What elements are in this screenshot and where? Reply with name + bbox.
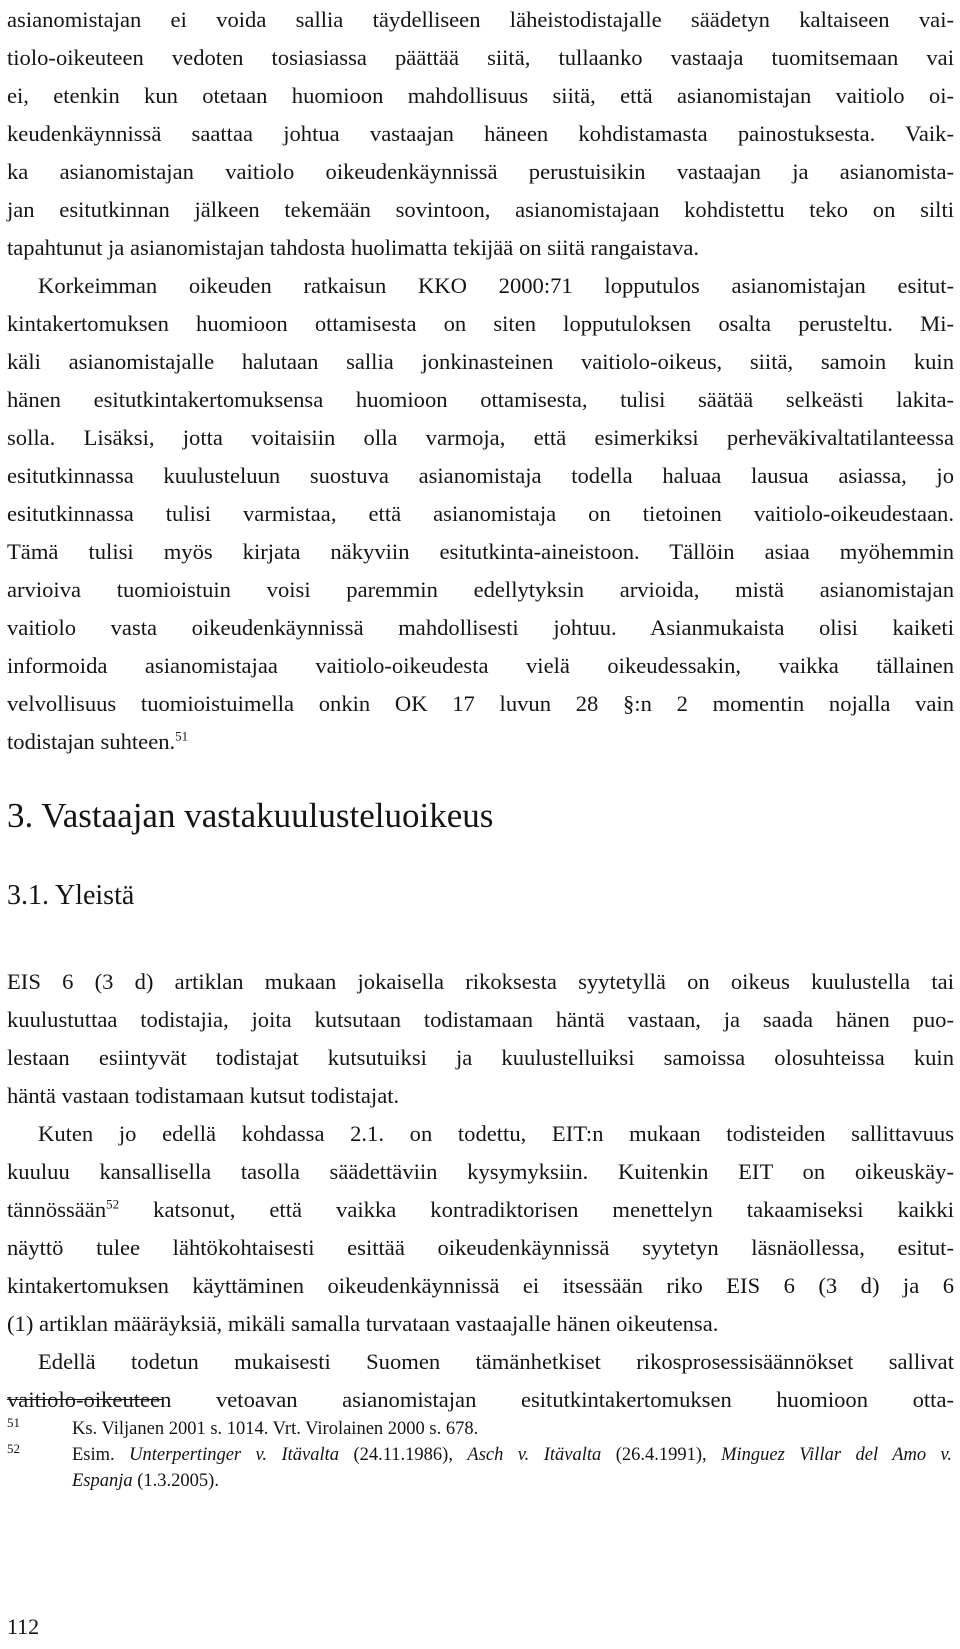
text-line: jan esitutkinnan jälkeen tekemään sovintoon, asianomistajaan kohdistettu teko on silti <box>7 197 954 222</box>
case-citation: Minguez Villar del Amo v. <box>721 1445 953 1465</box>
text-line: Tämä tulisi myös kirjata näkyviin esitutkinta-aineistoon. Tällöin asiaa myöhemmin <box>7 539 954 564</box>
footnote-text: Ks. Viljanen 2001 s. 1014. Vrt. Virolainen 2000 s. 678. <box>72 1419 479 1439</box>
text-line: solla. Lisäksi, jotta voitaisiin olla varmoja, että esimerkiksi perheväkivaltatilanteessa <box>7 425 954 450</box>
footnote-reference[interactable]: 51 <box>175 728 189 744</box>
footnote-divider <box>7 1399 163 1400</box>
text-line: kintakertomuksen käyttäminen oikeudenkäynnissä ei itsessään riko EIS 6 (3 d) ja 6 <box>7 1273 954 1298</box>
text-fragment: todistajan suhteen. <box>7 729 176 754</box>
text-fragment: (24.11.1986), <box>339 1445 468 1465</box>
text-line: asianomistajan ei voida sallia täydelliseen läheistodistajalle säädetyn kaltaiseen vai- <box>7 7 954 32</box>
text-line: lestaan esiintyvät todistajat kutsutuiksi ja kuulustelluiksi samoissa olosuhteissa kuin <box>7 1045 954 1070</box>
text-line: Korkeimman oikeuden ratkaisun KKO 2000:71 lopputulos asianomistajan esitut- <box>38 273 954 298</box>
footnote-text <box>72 1468 219 1494</box>
text-line: arvioiva tuomioistuin voisi paremmin edellytyksin arvioida, mistä asianomistajan <box>7 577 954 602</box>
text-line: tapahtunut ja asianomistajan tahdosta huolimatta tekijää on siitä rangaistava. <box>7 235 700 260</box>
text-line: kintakertomuksen huomioon ottamisesta on siten lopputuloksen osalta perusteltu. Mi- <box>7 311 954 336</box>
footnote-number: 52 <box>7 1441 20 1456</box>
text-fragment: katsonut, että vaikka kontradiktorisen menettelyn takaamiseksi kaikki <box>153 1197 954 1222</box>
text-line: EIS 6 (3 d) artiklan mukaan jokaisella rikoksesta syytetyllä on oikeus kuulustella tai <box>7 969 954 994</box>
text-line: ka asianomistajan vaitiolo oikeudenkäynnissä perustuisikin vastaajan ja asianomista- <box>7 159 954 184</box>
text-fragment: (1.3.2005). <box>132 1471 219 1491</box>
text-line: vaitiolo-oikeuteen vetoavan asianomistajan esitutkintakertomuksen huomioon otta- <box>7 1387 954 1412</box>
text-line: informoida asianomistajaa vaitiolo-oikeudesta vielä oikeudessakin, vaikka tällainen <box>7 653 954 678</box>
text-line: tiolo-oikeuteen vedoten tosiasiassa päättää siitä, tullaanko vastaaja tuomitsemaan vai <box>7 45 954 70</box>
text-line: keudenkäynnissä saattaa johtua vastaajan häneen kohdistamasta painostuksesta. Vaik- <box>7 121 954 146</box>
text-line: Edellä todetun mukaisesti Suomen tämänhetkiset rikosprosessisäännökset sallivat <box>38 1349 954 1374</box>
case-citation: Espanja <box>72 1471 133 1491</box>
text-line: velvollisuus tuomioistuimella onkin OK 17 luvun 28 §:n 2 momentin nojalla vain <box>7 691 954 716</box>
text-line: (1) artiklan määräyksiä, mikäli samalla turvataan vastaajalle hänen oikeutensa. <box>7 1311 719 1336</box>
text-fragment: Esim. <box>72 1445 130 1465</box>
text-line: esitutkinnassa tulisi varmistaa, että asianomistaja on tietoinen vaitiolo-oikeudestaan. <box>7 501 954 526</box>
text-line: hänen esitutkintakertomuksensa huomioon ottamisesta, tulisi säätää selkeästi lakita- <box>7 387 954 412</box>
case-citation: Asch v. Itävalta <box>467 1445 602 1465</box>
text-line: vaitiolo vasta oikeudenkäynnissä mahdollisesti johtuu. Asianmukaista olisi kaiketi <box>7 615 954 640</box>
text-line: ei, etenkin kun otetaan huomioon mahdollisuus siitä, että asianomistajan vaitiolo oi- <box>7 83 954 108</box>
text-line: esitutkinnassa kuulusteluun suostuva asianomistaja todella haluaa lausua asiassa, jo <box>7 463 954 488</box>
case-citation: Unterpertinger v. Itävalta <box>129 1445 340 1465</box>
footnote-reference[interactable]: 52 <box>106 1196 120 1212</box>
text-line: Kuten jo edellä kohdassa 2.1. on todettu, EIT:n mukaan todisteiden sallittavuus <box>38 1121 954 1146</box>
text-line <box>7 1190 954 1230</box>
text-fragment: (26.4.1991), <box>601 1445 722 1465</box>
text-line: käli asianomistajalle halutaan sallia jonkinasteinen vaitiolo-oikeus, siitä, samoin kuin <box>7 349 954 374</box>
subsection-heading: 3.1. Yleistä <box>7 880 135 911</box>
footnote-number: 51 <box>7 1415 20 1430</box>
text-line: kuulustuttaa todistajia, joita kutsutaan todistamaan häntä vastaan, ja saada hänen puo- <box>7 1007 954 1032</box>
text-line: häntä vastaan todistamaan kutsut todistajat. <box>7 1083 400 1108</box>
page-number: 112 <box>7 1614 40 1639</box>
text-line: kuuluu kansallisella tasolla säädettäviin kysymyksiin. Kuitenkin EIT on oikeuskäy- <box>7 1159 954 1184</box>
text-line <box>7 722 954 762</box>
footnote-text <box>72 1442 952 1468</box>
section-heading: 3. Vastaajan vastakuulusteluoikeus <box>7 796 494 835</box>
text-fragment: tännössään <box>7 1197 107 1222</box>
text-line: näyttö tulee lähtökohtaisesti esittää oikeudenkäynnissä syytetyn läsnäollessa, esitut- <box>7 1235 954 1260</box>
